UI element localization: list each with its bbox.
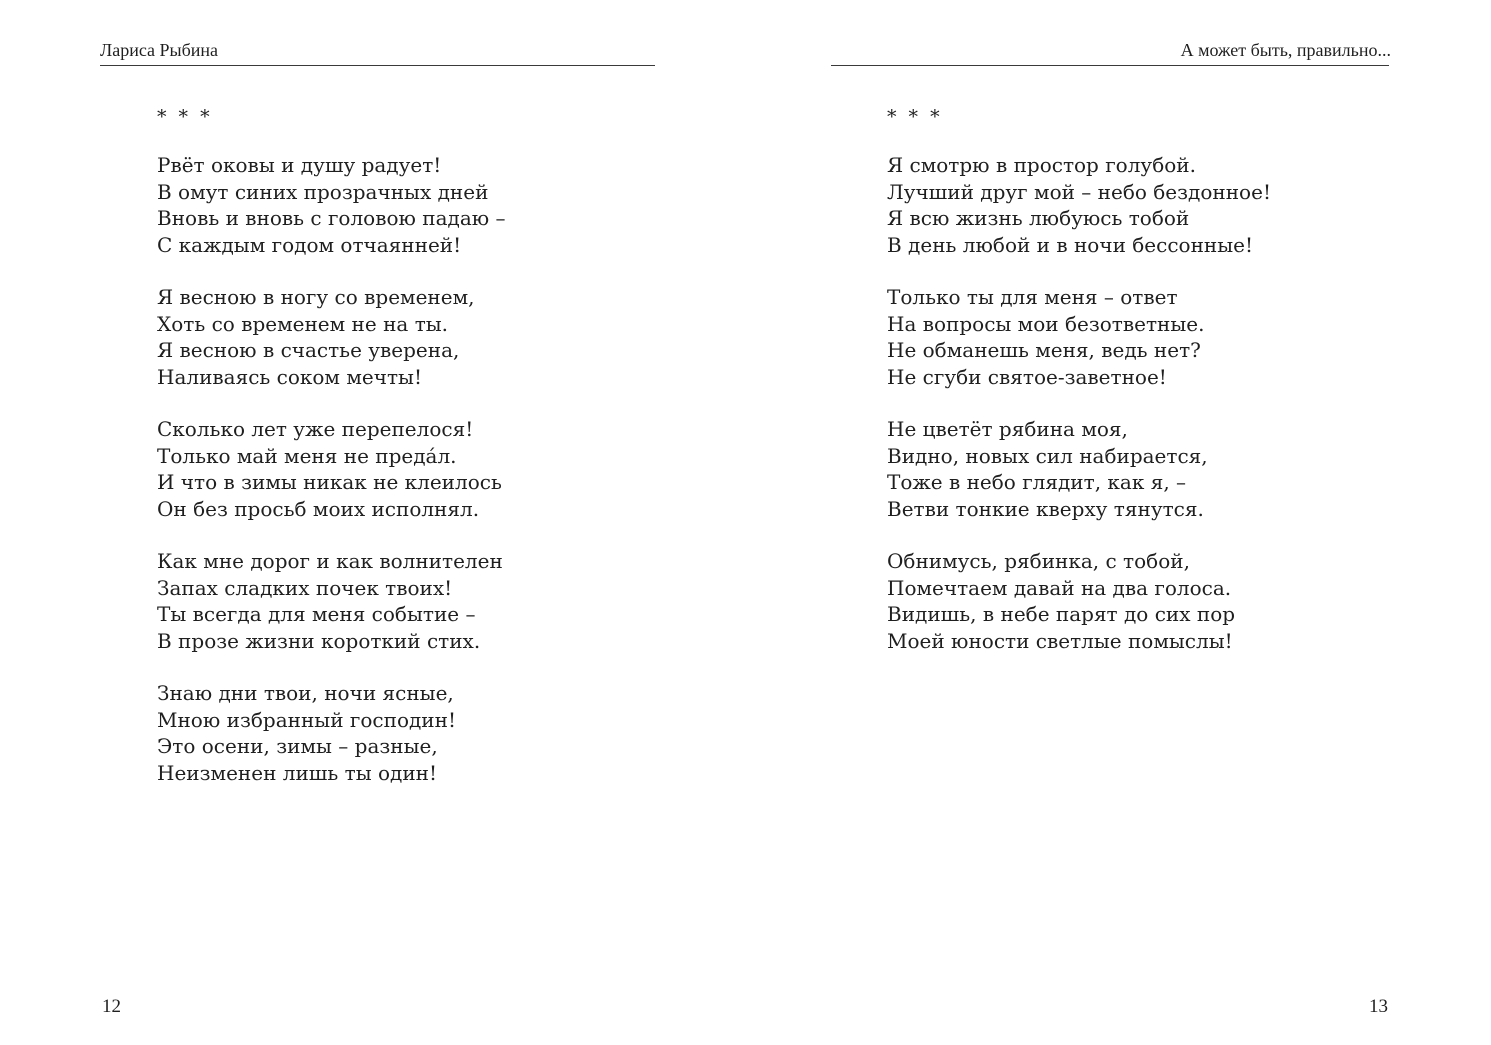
poem-line: Наливаясь соком мечты! [157,364,422,389]
poem-line: На вопросы мои безответные. [887,311,1205,336]
poem-line: Хоть со временем не на ты. [157,311,449,336]
poem-line: Не обманешь меня, ведь нет? [887,338,1201,362]
poem-line: Обнимусь, рябинка, с тобой, [887,549,1190,573]
poem-line: Рвёт оковы и душу радует! [157,153,442,177]
poem-right [887,104,1271,680]
stanza-2 [887,284,1271,390]
poem-line: Помечтаем давай на два голоса. [887,575,1232,600]
stanza-4 [887,548,1271,654]
poem-line: Это осени, зимы – разные, [157,734,438,758]
poem-line: Запах сладких почек твоих! [157,575,453,600]
poem-line: Не цветёт рябина моя, [887,417,1128,441]
poem-line: Не сгуби святое-заветное! [887,364,1167,389]
poem-line: Я весною в ногу со временем, [157,285,475,309]
stanza-3 [157,416,506,522]
poem-line: С каждым годом отчаянней! [157,232,462,257]
poem-line: Только ты для меня – ответ [887,285,1178,309]
header-rule [831,65,1389,66]
stanza-2 [157,284,506,390]
poem-line: Ветви тонкие кверху тянутся. [887,496,1204,521]
poem-separator: * * * [157,106,213,128]
right-page [745,0,1491,1045]
page-number: 12 [102,996,121,1017]
poem-separator: * * * [887,106,943,128]
stanza-3 [887,416,1271,522]
poem-line: Неизменен лишь ты один! [157,760,438,785]
stanza-1 [887,152,1271,258]
poem-line: Ты всегда для меня событие – [157,602,476,626]
poem-line: Только май меня не преда́л. [157,443,457,468]
poem-line: Видно, новых сил набирается, [887,443,1208,468]
poem-line: Моей юности светлые помыслы! [887,628,1233,653]
stanza-4 [157,548,506,654]
poem-line: Видишь, в небе парят до сих пор [887,602,1236,626]
poem-line: Сколько лет уже перепелося! [157,417,474,441]
poem-line: В день любой и в ночи бессонные! [887,232,1254,257]
poem-line: Тоже в небо глядит, как я, – [887,470,1187,494]
page-number: 13 [1369,996,1388,1017]
poem-line: Как мне дорог и как волнителен [157,549,503,573]
poem-line: В прозе жизни короткий стих. [157,628,481,653]
header-rule [100,65,655,66]
poem-line: Я всю жизнь любуюсь тобой [887,206,1190,230]
running-head-author: Лариса Рыбина [100,40,219,60]
poem-left [157,104,506,812]
poem-line: Я весною в счастье уверена, [157,338,460,362]
running-head-title: А может быть, правильно... [1180,40,1391,60]
stanza-1 [157,152,506,258]
poem-line: Он без просьб моих исполнял. [157,496,480,521]
left-page [0,0,745,1045]
poem-line: И что в зимы никак не клеилось [157,470,502,494]
poem-line: Мною избранный господин! [157,707,456,732]
poem-line: Лучший друг мой – небо бездонное! [887,179,1271,204]
stanza-5 [157,680,506,786]
poem-line: Вновь и вновь с головою падаю – [157,206,506,230]
poem-line: В омут синих прозрачных дней [157,179,489,204]
poem-line: Я смотрю в простор голубой. [887,153,1196,177]
poem-line: Знаю дни твои, ночи ясные, [157,681,454,705]
